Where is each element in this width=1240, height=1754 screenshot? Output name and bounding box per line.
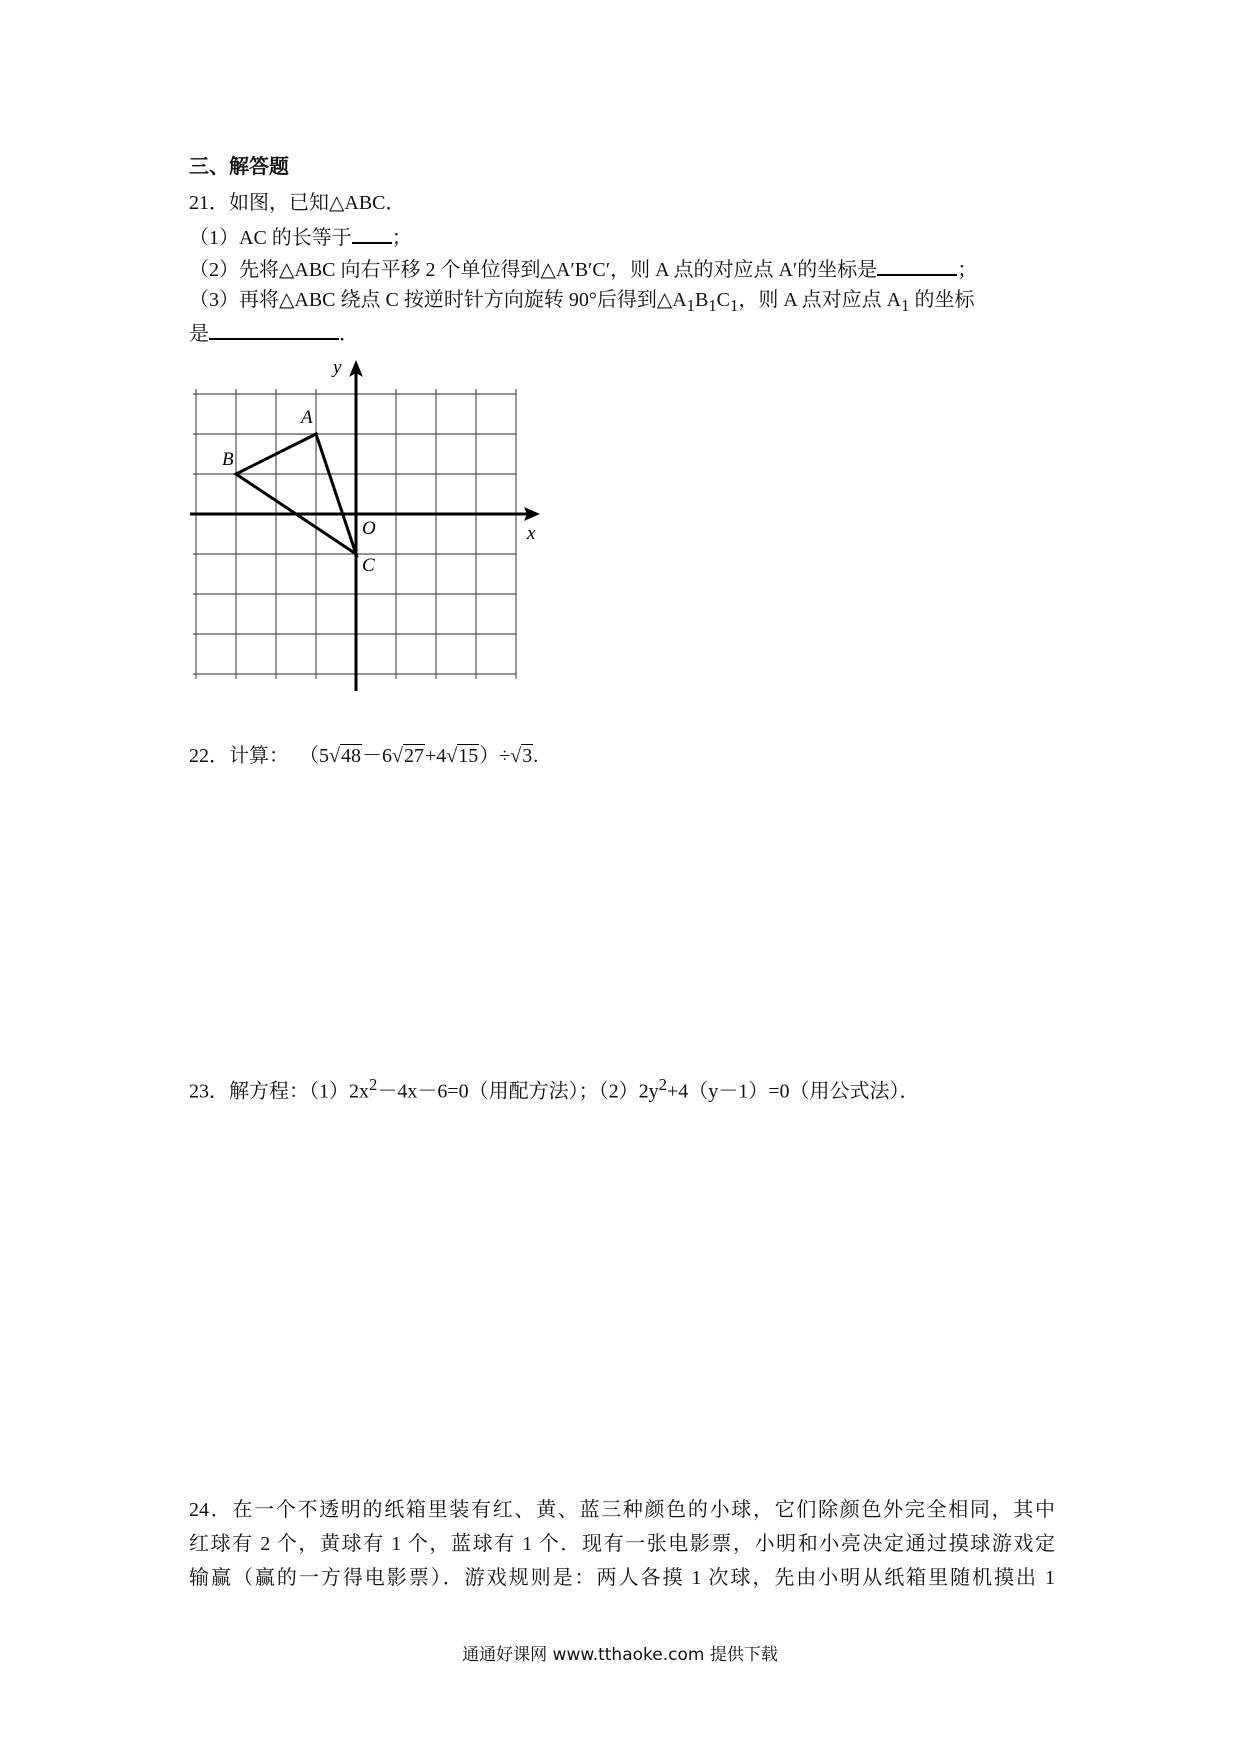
- q21-part3-mid: ，则 A 点对应点 A: [738, 289, 902, 311]
- q23-text-2: －4x－6=0（用配方法）；（2）2y: [377, 1080, 659, 1103]
- q21-part1-end: ；: [391, 227, 412, 249]
- q21-part2-end: ；: [957, 259, 978, 281]
- q24-line: 24．在一个不透明的纸箱里装有红、黄、蓝三种颜色的小球，它们除颜色外完全相同，其中: [189, 1499, 1055, 1521]
- q21-part3-text: （3）再将△ABC 绕点 C 按逆时针方向旋转 90°后得到△A: [189, 289, 687, 311]
- radicand: 15: [458, 745, 479, 767]
- radicand: 27: [403, 745, 424, 767]
- q22-label: 22．计算：: [189, 745, 289, 767]
- sqrt-48: √48: [329, 745, 361, 767]
- q21-part2-text: （2）先将△ABC 向右平移 2 个单位得到△A′B′C′，则 A 点的对应点 A′的坐标是: [189, 259, 878, 281]
- subscript: 1: [730, 296, 739, 315]
- q21-part1-text: （1）AC 的长等于: [189, 227, 352, 249]
- q21-stem: 21．如图，已知△ABC．: [189, 192, 406, 214]
- sqrt-27: √27: [391, 745, 424, 767]
- label-a: A: [301, 407, 313, 428]
- vertex-c: C: [716, 289, 731, 311]
- q23: [189, 1073, 920, 1104]
- label-o: O: [362, 518, 376, 539]
- triangle-abc: [236, 434, 356, 554]
- q22: [189, 744, 538, 768]
- q23-text: 23．解方程：（1）2x: [189, 1080, 369, 1103]
- section-title: 三、解答题: [189, 156, 289, 178]
- q22-plus: +4: [424, 745, 447, 767]
- q21-part3-line2-text: 是: [189, 323, 209, 345]
- q21-part3-end: 的坐标: [909, 289, 975, 311]
- y-axis-label: y: [333, 357, 342, 378]
- superscript: 2: [369, 1075, 378, 1094]
- x-axis-label: x: [527, 523, 536, 544]
- q23-text-3: +4（y－1）=0（用公式法）．: [666, 1080, 920, 1103]
- sqrt-3: √3: [510, 745, 533, 767]
- label-c: C: [362, 555, 375, 576]
- q24-line: 红球有 2 个，黄球有 1 个，蓝球有 1 个．现有一张电影票，小明和小亮决定通过摸球游戏定: [189, 1533, 1055, 1555]
- superscript: 2: [658, 1075, 667, 1094]
- radicand: 3: [522, 745, 533, 767]
- q22-close: ）÷: [479, 745, 511, 767]
- q24-line: 输赢（赢的一方得电影票）．游戏规则是：两人各摸 1 次球，先由小明从纸箱里随机摸出 1: [189, 1567, 1055, 1589]
- sqrt-15: √15: [446, 745, 479, 767]
- label-b: B: [222, 449, 234, 470]
- coordinate-figure: [0, 0, 1240, 720]
- q22-end: .: [533, 745, 539, 767]
- subscript: 1: [708, 296, 717, 315]
- subscript: 1: [901, 296, 910, 315]
- radicand: 48: [340, 745, 361, 767]
- q22-minus: －6: [361, 745, 392, 767]
- vertex-b: B: [695, 289, 709, 311]
- q22-open: （5: [299, 745, 329, 767]
- footer: 通通好课网 www.tthaoke.com 提供下载: [462, 1645, 778, 1665]
- q21-part3-period: ．: [339, 323, 359, 345]
- subscript: 1: [686, 296, 695, 315]
